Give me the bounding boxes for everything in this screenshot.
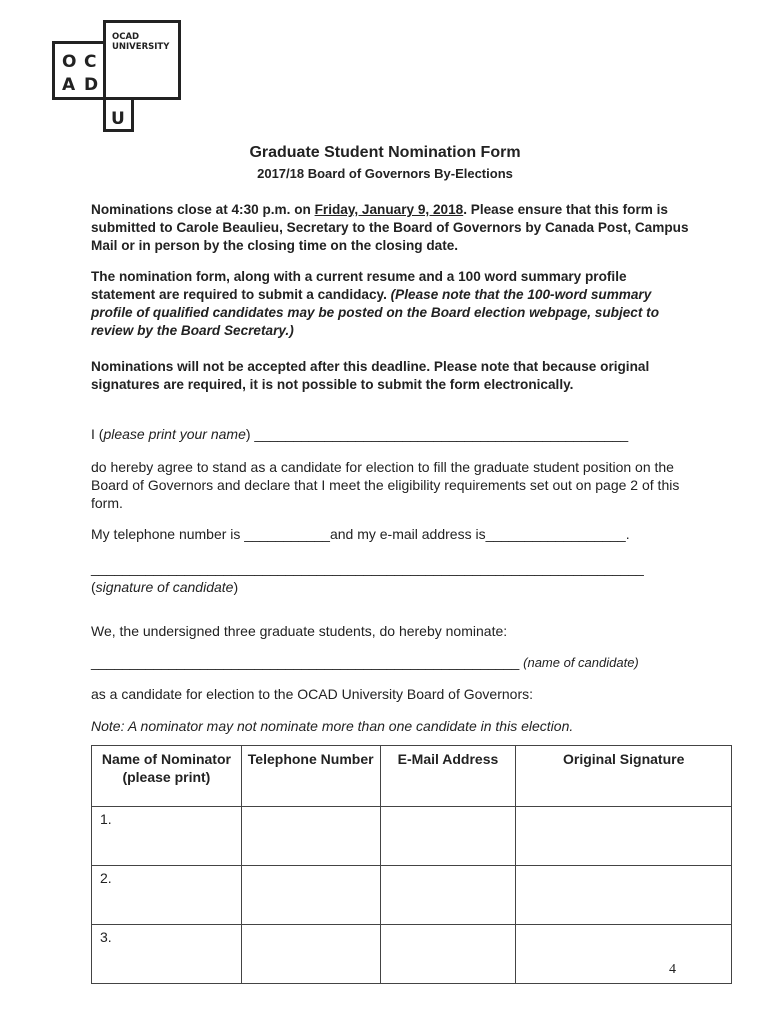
name-suffix: ) ________________________________________________ <box>245 426 629 442</box>
nominee-rule: _______________________________________________________ <box>91 654 524 670</box>
header-email: E-Mail Address <box>380 746 516 807</box>
logo-text-ocad: OCAD <box>112 32 140 42</box>
logo-letter-a: A <box>62 75 76 95</box>
table-row <box>92 866 732 925</box>
cell-telephone[interactable] <box>241 925 380 984</box>
cell-signature[interactable] <box>516 925 732 984</box>
name-hint: please print your name <box>103 426 246 442</box>
table-header-row <box>92 746 732 807</box>
header-name: Name of Nominator (please print) <box>92 746 242 807</box>
nominate-statement: We, the undersigned three graduate students, do hereby nominate: <box>91 623 508 639</box>
logo-text-university: UNIVERSITY <box>112 42 170 52</box>
form-subtitle: 2017/18 Board of Governors By-Elections <box>257 166 513 181</box>
logo-letter-o: O <box>62 52 77 72</box>
signature-rule: _______________________________________________________________________ <box>91 560 644 576</box>
page-number: 4 <box>669 962 676 977</box>
signature-hint: signature of candidate <box>95 579 234 595</box>
header-telephone: Telephone Number <box>241 746 380 807</box>
board-statement: as a candidate for election to the OCAD University Board of Governors: <box>91 686 533 702</box>
cell-signature[interactable] <box>516 866 732 925</box>
deadline-date: Friday, January 9, 2018 <box>314 202 464 217</box>
header-signature: Original Signature <box>516 746 732 807</box>
deadline-warning-paragraph: Nominations will not be accepted after this deadline. Please note that because original signatures are required, it is not possible to submit the form electronically. <box>91 359 650 392</box>
logo-letter-d: D <box>84 75 99 95</box>
form-title: Graduate Student Nomination Form <box>249 144 521 161</box>
cell-email[interactable] <box>380 925 516 984</box>
deadline-text-end: . Please ensure that this form is submitted to Carole Beaulieu, Secretary to the Board of Governors by Canada Post, Campus Mail or in person by the closing time on the closing date. <box>91 202 689 253</box>
row-number: 3. <box>92 925 242 984</box>
requirements-paragraph <box>91 268 691 340</box>
signature-caption <box>91 579 238 595</box>
name-prefix: I ( <box>91 426 104 442</box>
row-number: 2. <box>92 866 242 925</box>
requirements-note: (Please note that the 100-word summary profile of qualified candidates may be posted on the Board election webpage, subject to review by the Board Secretary.) <box>91 287 660 338</box>
cell-email[interactable] <box>380 807 516 866</box>
requirements-text: The nomination form, along with a current resume and a 100 word summary profile statement are required to submit a candidacy. <box>91 269 627 302</box>
signature-caption-open: ( <box>91 579 96 595</box>
contact-line: My telephone number is ___________and my e-mail address is__________________. <box>91 526 630 542</box>
cell-email[interactable] <box>380 866 516 925</box>
logo-letter-u: U <box>111 109 125 129</box>
cell-telephone[interactable] <box>241 807 380 866</box>
row-number: 1. <box>92 807 242 866</box>
deadline-paragraph <box>91 201 691 255</box>
ocad-university-logo <box>52 20 192 135</box>
agreement-paragraph: do hereby agree to stand as a candidate for election to fill the graduate student position on the Board of Governors and declare that I meet the eligibility requirements set out on page 2 of this form. <box>91 459 680 511</box>
cell-signature[interactable] <box>516 807 732 866</box>
nominator-note: Note: A nominator may not nominate more than one candidate in this election. <box>91 718 574 734</box>
table-row <box>92 807 732 866</box>
nominee-hint: (name of candidate) <box>523 655 639 670</box>
candidate-name-line <box>91 426 628 442</box>
nominee-name-line <box>91 654 639 670</box>
table-row <box>92 925 732 984</box>
nominators-table <box>91 745 732 984</box>
logo-letter-c: C <box>84 52 97 72</box>
signature-caption-close: ) <box>233 579 239 595</box>
cell-telephone[interactable] <box>241 866 380 925</box>
deadline-text-start: Nominations close at 4:30 p.m. on <box>91 202 315 217</box>
